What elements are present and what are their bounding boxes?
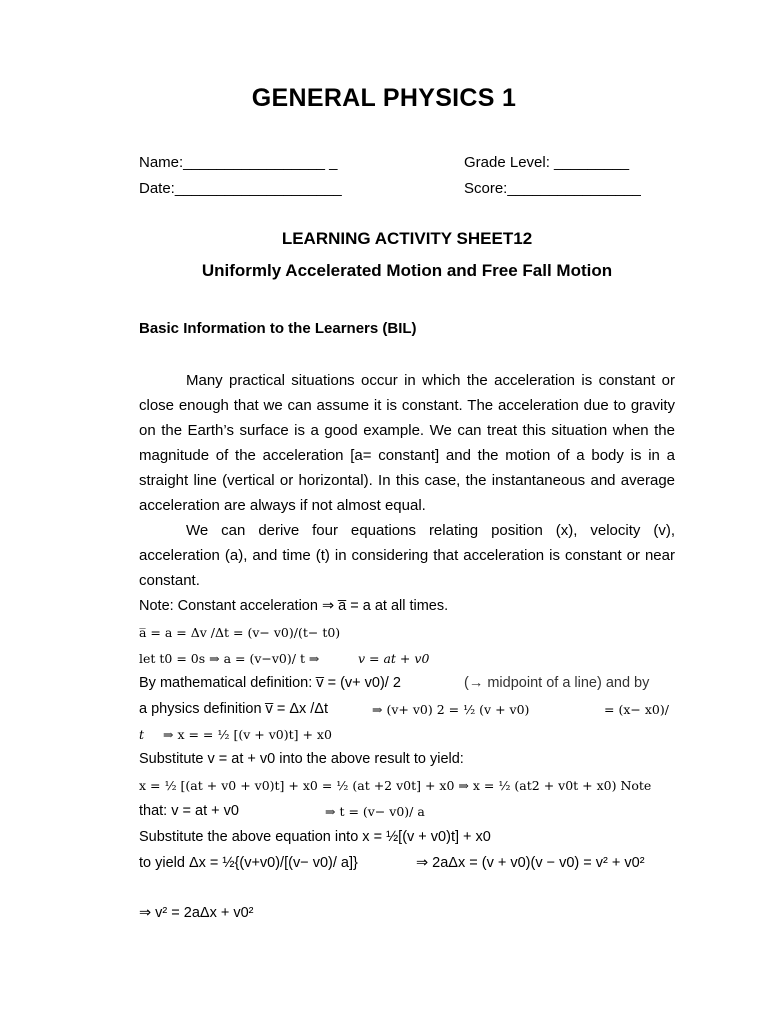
midpoint-note: (→ midpoint of a line) and by <box>464 675 650 691</box>
equation-t: t <box>139 727 145 742</box>
name-field: Name:_________________ _ <box>139 154 338 171</box>
yield-displacement: to yield Δx = ½{(v+v0)/[(v− v0)/ a]} <box>139 855 358 871</box>
equation-v-at-v0: v = at + v0 <box>358 651 430 666</box>
equation-average-velocity: ⇒ (v+ v0) 2 = ½ (v + v0) <box>372 702 530 717</box>
date-field: Date:____________________ <box>139 180 342 197</box>
note-constant-acceleration: Note: Constant acceleration ⇒ a̅ = a at all times. <box>139 598 449 614</box>
physics-definition: a physics definition v̅ = Δx /Δt <box>139 701 329 717</box>
paragraph-intro: Many practical situations occur in which the acceleration is constant or close enough that we can assume it is constant. The acceleration due to gravity on the Earth’s surface is a good example. We can treat this situation when the magnitude of the acceleration [a= constant] and the motion of a body is in a straight line (vertical or horizontal). In this case, the instantaneous and average acceleration are always if not almost equal. <box>139 372 675 514</box>
grade-level-field: Grade Level: _________ <box>464 154 630 171</box>
topic-heading: Uniformly Accelerated Motion and Free Fall Motion <box>201 261 613 280</box>
bil-heading: Basic Information to the Learners (BIL) <box>139 320 417 337</box>
substitute-equation: Substitute the above equation into x = ½[(v + v0)t] + x0 <box>139 829 491 845</box>
mathematical-definition: By mathematical definition: v̅ = (v+ v0)/ 2 <box>139 675 401 691</box>
equation-position: ⇒ x = = ½ [(v + v0)t] + x0 <box>163 727 332 742</box>
equation-time: ⇒ t = (v− v0)/ a <box>325 804 425 819</box>
equation-velocity-squared: ⇒ 2aΔx = (v + v0)(v − v0) = v² + v0² <box>416 855 645 871</box>
equation-position-derivation: x = ½ [(at + v0 + v0)t] + x0 = ½ (at +2 v0t] + x0 ⇒ x = ½ (at2 + v0t + x0) Note <box>139 778 652 793</box>
paragraph-equations: We can derive four equations relating position (x), velocity (v), acceleration (a), and time (t) in considering that acceleration is constant or near constant. <box>139 522 675 589</box>
substitute-instruction: Substitute v = at + v0 into the above result to yield: <box>139 751 464 767</box>
equation-let-t0: let t0 = 0s ⇒ a = (v−v0)/ t ⇒ <box>139 651 320 666</box>
score-field: Score:________________ <box>464 180 641 197</box>
body-text <box>139 368 675 593</box>
sheet-heading: LEARNING ACTIVITY SHEET12 <box>281 229 533 248</box>
equation-displacement-rate: = (x− x0)/ <box>604 702 669 717</box>
page-title: GENERAL PHYSICS 1 <box>251 84 517 112</box>
equation-average-acceleration: a̅ = a = Δv /Δt = (v− v0)/(t− t0) <box>139 625 341 640</box>
final-equation: ⇒ v² = 2aΔx + v0² <box>139 905 254 921</box>
note-that: that: v = at + v0 <box>139 803 239 819</box>
